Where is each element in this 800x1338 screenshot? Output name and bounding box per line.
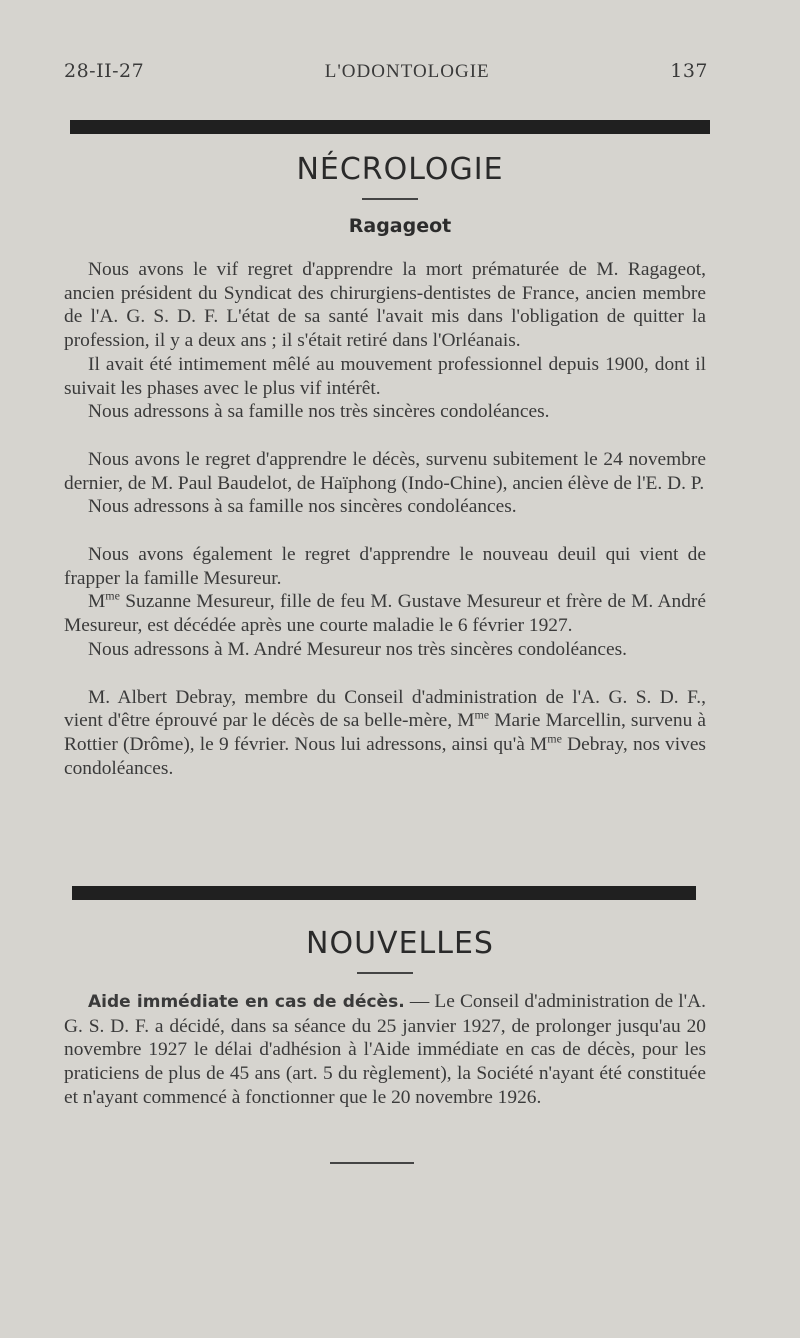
paragraph-text: Suzanne Mesureur, fille de feu M. Gustave Mesureur et frère de M. André Mesureur, est décédée après une courte maladie le 6 février 1927. (64, 591, 706, 637)
mme-prefix: M (457, 710, 475, 732)
mme-sup: me (105, 588, 120, 603)
paragraph-text: M. Albert Debray, membre du Conseil d'administration de l'A. G. S. D. F., vient d'être éprouvé par le décès de sa belle-mère, (64, 686, 706, 732)
section-divider-bar (72, 886, 696, 900)
paragraph: Nous avons le vif regret d'apprendre la mort prématurée de M. Ragageot, ancien président du Syndicat des chirurgiens-dentistes de France, ancien membre de l'A. G. S. D. F. L'état de sa santé l'avait mis dans l'obligation de quitter la profession, il y a deux ans ; il s'était retiré dans l'Orléanais. (64, 259, 706, 352)
mme-prefix: M (530, 733, 548, 755)
end-rule (330, 1162, 414, 1164)
paragraph-text: Debray, nos vives condoléances. (64, 733, 706, 779)
issue-date: 28-II-27 (64, 60, 145, 82)
necrologie-body (64, 258, 706, 780)
necrologie-title: NÉCROLOGIE (296, 152, 504, 187)
paragraph-text: Marie Marcellin, survenu à Rottier (Drôme), le 9 février. Nous lui adressons, ainsi qu'à (64, 710, 706, 755)
journal-title: L'ODONTOLOGIE (324, 61, 490, 82)
mme-sup: me (474, 707, 490, 722)
news-text: — Le Conseil d'administration de l'A. G. S. D. F. a décidé, dans sa séance du 25 janvier 1927, de prolonger jusqu'au 20 novembre 1927 le délai d'adhésion à l'Aide immédiate en cas de décès, pour les praticiens de plus de 45 ans (art. 5 du règlement), la Société n'ayant été constituée et n'ayant commencé à fonctionner que le 20 novembre 1926. (64, 991, 706, 1108)
paragraph: Nous adressons à sa famille nos très sincères condoléances. (88, 401, 550, 423)
mme-sup: me (547, 731, 562, 746)
title-underline (357, 972, 413, 974)
paragraph: Nous avons également le regret d'apprendre le nouveau deuil qui vient de frapper la famille Mesureur. (64, 544, 706, 589)
paragraph: Nous adressons à M. André Mesureur nos très sincères condoléances. (88, 638, 628, 660)
nouvelles-body (64, 990, 706, 1110)
news-lead: Aide immédiate en cas de décès. (88, 992, 405, 1012)
page-number: 137 (670, 60, 708, 82)
paragraph: Nous avons le regret d'apprendre le décès, survenu subitement le 24 novembre dernier, de M. Paul Baudelot, de Haïphong (Indo-Chine), ancien élève de l'E. D. P. (64, 448, 706, 494)
paragraph: Nous adressons à sa famille nos sincères condoléances. (88, 496, 517, 518)
section-divider-bar (70, 120, 710, 134)
paragraph (64, 686, 706, 781)
necrologie-subhead: Ragageot (348, 215, 452, 237)
paragraph (64, 590, 706, 637)
mme-prefix: M (88, 591, 106, 613)
title-underline (362, 198, 418, 200)
nouvelles-title: NOUVELLES (306, 926, 494, 961)
paragraph: Il avait été intimement mêlé au mouvement professionnel depuis 1900, dont il suivait les phases avec le plus vif intérêt. (64, 353, 706, 399)
paragraph (64, 990, 706, 1110)
running-head (64, 60, 708, 83)
